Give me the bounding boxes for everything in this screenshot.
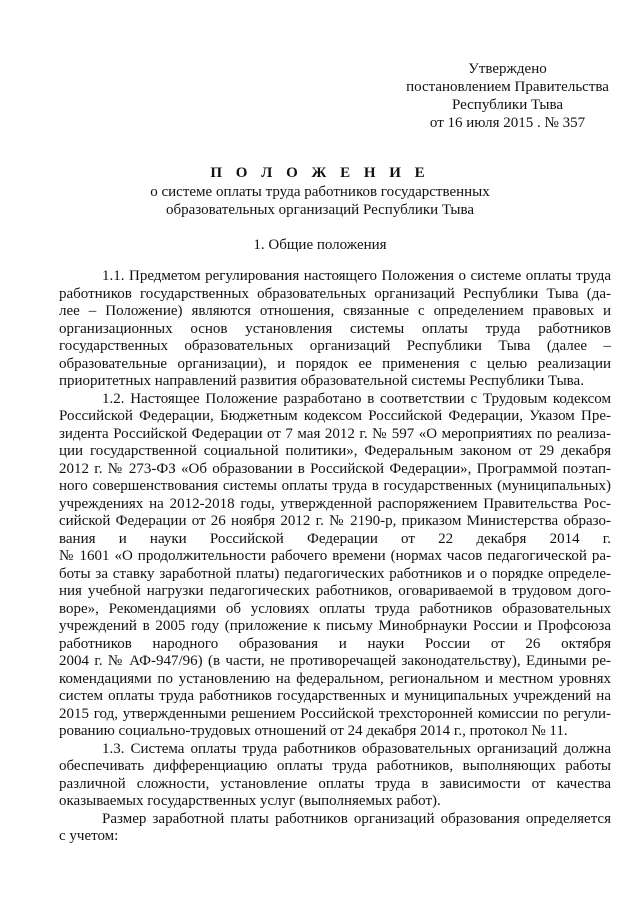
approval-line: постановлением Правительства: [406, 79, 609, 95]
text-line: 2004 г. № АФ-947/96) (в части, не противоречащей законодательству), Едиными ре-: [59, 653, 611, 669]
text-line: 1.2. Настоящее Положение разработано в соответствии с Трудовым кодексом: [102, 390, 611, 407]
text-line: работников государственных образовательных организаций Республики Тыва (да-: [59, 285, 611, 302]
text-line: ного совершенствования системы оплаты труда в государственных (муниципальных): [59, 478, 611, 494]
document-body: [59, 268, 611, 846]
text-line: ния учебной нагрузки педагогических работников, оговариваемой в трудовом дого-: [59, 583, 611, 599]
text-line: сийской Федерации от 26 ноября 2012 г. № 2190-р, приказом Министерства образо-: [59, 513, 611, 529]
text-line: воре», Рекомендациями об условиях оплаты труда работников образовательных: [59, 600, 611, 617]
text-line: образовательные организации), и порядок ее применения с целью реализации: [59, 355, 611, 372]
approval-line: Утверждено: [468, 61, 547, 77]
text-line: ции государственной социальной политики», Федеральным законом от 29 декабря: [59, 443, 611, 459]
text-line: рованию социально-трудовых отношений от 24 декабря 2014 г., протокол № 11.: [59, 723, 568, 739]
text-line: учреждениях на 2012-2018 годы, утвержденной распоряжением Правительства Рос-: [59, 495, 611, 512]
text-line: систем оплаты труда работников государственных и муниципальных учреждений на: [59, 688, 611, 704]
text-line: 2015 год, утвержденными решением Российской трехсторонней комиссии по регули-: [59, 705, 611, 722]
text-line: лее – Положение) являются отношения, связанные с определением правовых и: [59, 303, 611, 319]
document-subtitle: [0, 183, 640, 219]
text-line: Размер заработной платы работников организаций образования определяется: [102, 810, 611, 827]
text-line: Российской Федерации, Бюджетным кодексом Российской Федерации, Указом Пре-: [59, 408, 611, 424]
text-line: учреждений в 2005 году (приложение к письму Минобрнауки России и Профсоюза: [59, 618, 611, 634]
text-line: государственных образовательных организаций Республики Тыва (далее –: [59, 338, 611, 354]
text-line: с учетом:: [59, 828, 119, 844]
text-line: вания и науки Российской Федерации от 22 декабря 2014 г.: [59, 530, 611, 547]
subtitle-line: образовательных организаций Республики Тыва: [166, 202, 474, 218]
text-line: 2012 г. № 273-ФЗ «Об образовании в Российской Федерации», Программой поэтап-: [59, 460, 611, 477]
approval-line: Республики Тыва: [451, 97, 564, 113]
approval-stamp: [400, 60, 615, 132]
subtitle-line: о системе оплаты труда работников государственных: [150, 184, 490, 200]
text-line: различной сложности, установление оплаты труда в зависимости от качества: [59, 775, 611, 792]
text-line: организационных основ установления системы оплаты труда работников: [59, 320, 611, 337]
text-line: работников народного образования и науки России от 26 октября: [59, 635, 611, 652]
text-line: оказываемых государственных услуг (выполняемых работ).: [59, 793, 441, 809]
document-title: П О Л О Ж Е Н И Е: [210, 165, 430, 181]
section-heading: 1. Общие положения: [253, 237, 387, 253]
text-line: № 1601 «О продолжительности рабочего времени (нормах часов педагогической ра-: [59, 548, 611, 564]
approval-line: от 16 июля 2015 . № 357: [429, 115, 586, 131]
text-line: обеспечивать дифференциацию оплаты труда работников, выполняющих работы: [59, 758, 611, 774]
text-line: комендациями по установлению на федеральном, региональном и местном уровнях: [59, 670, 611, 687]
text-line: 1.1. Предметом регулирования настоящего Положения о системе оплаты труда: [102, 268, 611, 284]
text-line: приоритетных направлений развития образовательной системы Республики Тыва.: [59, 373, 584, 389]
text-line: зидента Российской Федерации от 7 мая 2012 г. № 597 «О мероприятиях по реализа-: [59, 425, 611, 442]
text-line: боты за ставку заработной платы) педагогических работников и о порядке определе-: [59, 565, 611, 582]
text-line: 1.3. Система оплаты труда работников образовательных организаций должна: [102, 740, 611, 757]
